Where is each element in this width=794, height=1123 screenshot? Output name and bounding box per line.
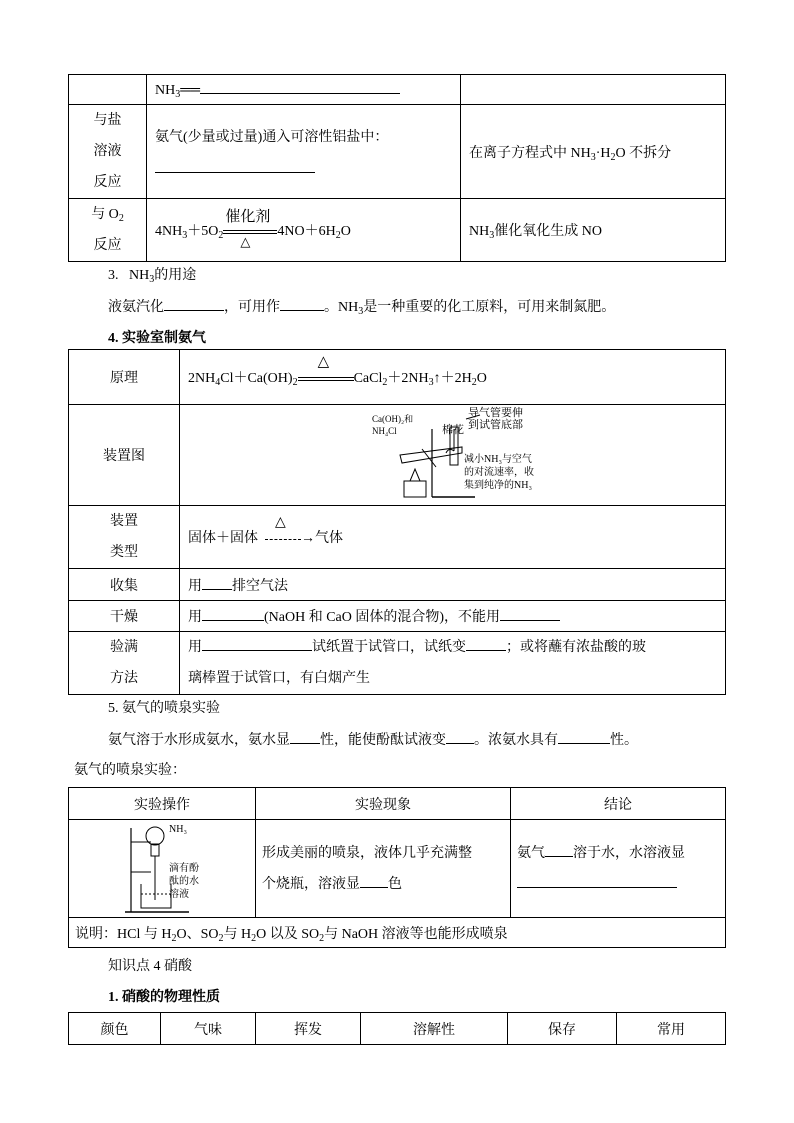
catalytic-oxidation-equation: $4NH_3+5O_2$ 催化剂 △ $4NO+6H_2O$ — [147, 199, 461, 262]
collection-note: 减小NH₃与空气 的对流速率，收 集到纯净的NH₃ — [464, 454, 534, 491]
apparatus-label: 装置图 — [69, 405, 180, 506]
col-color: 颜色 — [69, 1013, 161, 1045]
dry-text: 用 (NaOH 和 CaO 固体的混合物)，不能用 — [180, 601, 726, 632]
phenolphthalein-label: 滴有酚 酞的水 溶液 — [169, 863, 199, 900]
aluminum-salt-cell: 氨气(少量或过量)通入可溶性铝盐中： — [147, 105, 461, 199]
device-type-label: 装置 类型 — [69, 506, 180, 569]
col-storage: 保存 — [508, 1013, 617, 1045]
reagent-label: Ca(OH)₂和 NH₄Cl — [372, 414, 414, 436]
col-solubility: 溶解性 — [361, 1013, 508, 1045]
col-conclusion: 结论 — [511, 788, 726, 820]
salt-reaction-label: 与盐 溶液 反应 — [69, 105, 147, 199]
check-method-text: 用 试纸置于试管口，试纸变 ；或将蘸有浓盐酸的玻 璃棒置于试管口，有白烟产生 — [180, 632, 726, 695]
fountain-table — [68, 787, 726, 948]
dry-label: 干燥 — [69, 601, 180, 632]
phenomenon-text: 形成美丽的喷泉，液体几乎充满整 个烧瓶，溶液显 色 — [256, 820, 511, 918]
fountain-text-line1: 氨气溶于水形成氨水，氨水显 性，能使酚酞试液变 。浓氨水具有 性。 — [108, 733, 638, 748]
check-method-label: 验满 方法 — [69, 632, 180, 695]
principle-equation: $2NH_4Cl+Ca(OH)_2$ △ $CaCl_2+2NH_3↑+2H_2O$ — [180, 350, 726, 405]
tube-note: 导气管要伸 到试管底部 — [468, 407, 523, 431]
nh3-flask-label: NH₃ — [169, 824, 187, 835]
principle-label: 原理 — [69, 350, 180, 405]
nitric-acid-table — [68, 1012, 726, 1045]
table-cell — [69, 75, 147, 105]
reactions-table — [68, 74, 726, 262]
col-common: 常用 — [617, 1013, 726, 1045]
collect-text: 用 排空气法 — [180, 569, 726, 601]
col-odor: 气味 — [161, 1013, 256, 1045]
section-5-heading: 5. 氨气的喷泉实验 — [108, 701, 220, 716]
ammonia-lab-table — [68, 349, 726, 695]
conclusion-text: 氨气 溶于水，水溶液显 — [511, 820, 726, 918]
fountain-figure-cell — [69, 820, 256, 918]
oxygen-reaction-label: 与 $O_2$ 反应 — [69, 199, 147, 262]
table-cell — [461, 75, 726, 105]
col-operation: 实验操作 — [69, 788, 256, 820]
section-4-heading: 4. 实验室制氨气 — [108, 331, 206, 346]
nh3-equation-cell: $NH_3══$ — [147, 75, 461, 105]
catalytic-oxidation-note: $NH_3$催化氧化生成 NO — [461, 199, 726, 262]
nh3-uses-text: 液氨汽化 ，可用作 。$NH_3$是一种重要的化工原料，可用来制氮肥。 — [108, 300, 616, 317]
apparatus-figure-cell — [180, 405, 726, 506]
section-3-heading: 3. $NH_3$的用途 — [108, 268, 197, 285]
cotton-label: 棉花 — [442, 424, 464, 436]
fountain-note: 说明：HCl 与 $H_2O$、$SO_2$与 $H_2O$ 以及 $SO_2$与 NaOH 溶液等也能形成喷泉 — [69, 918, 726, 948]
nitric-acid-properties-heading: 1. 硝酸的物理性质 — [108, 990, 220, 1005]
col-phenomenon: 实验现象 — [256, 788, 511, 820]
col-volatility: 挥发 — [256, 1013, 361, 1045]
knowledge-point-4-heading: 知识点 4 硝酸 — [108, 959, 192, 974]
collect-label: 收集 — [69, 569, 180, 601]
fountain-text-line2: 氨气的喷泉实验： — [74, 763, 186, 778]
ionic-equation-note: 在离子方程式中 $NH_3\cdot H_2O$ 不拆分 — [461, 105, 726, 199]
device-type-text: 固体＋固体 △ →气体 — [180, 506, 726, 569]
